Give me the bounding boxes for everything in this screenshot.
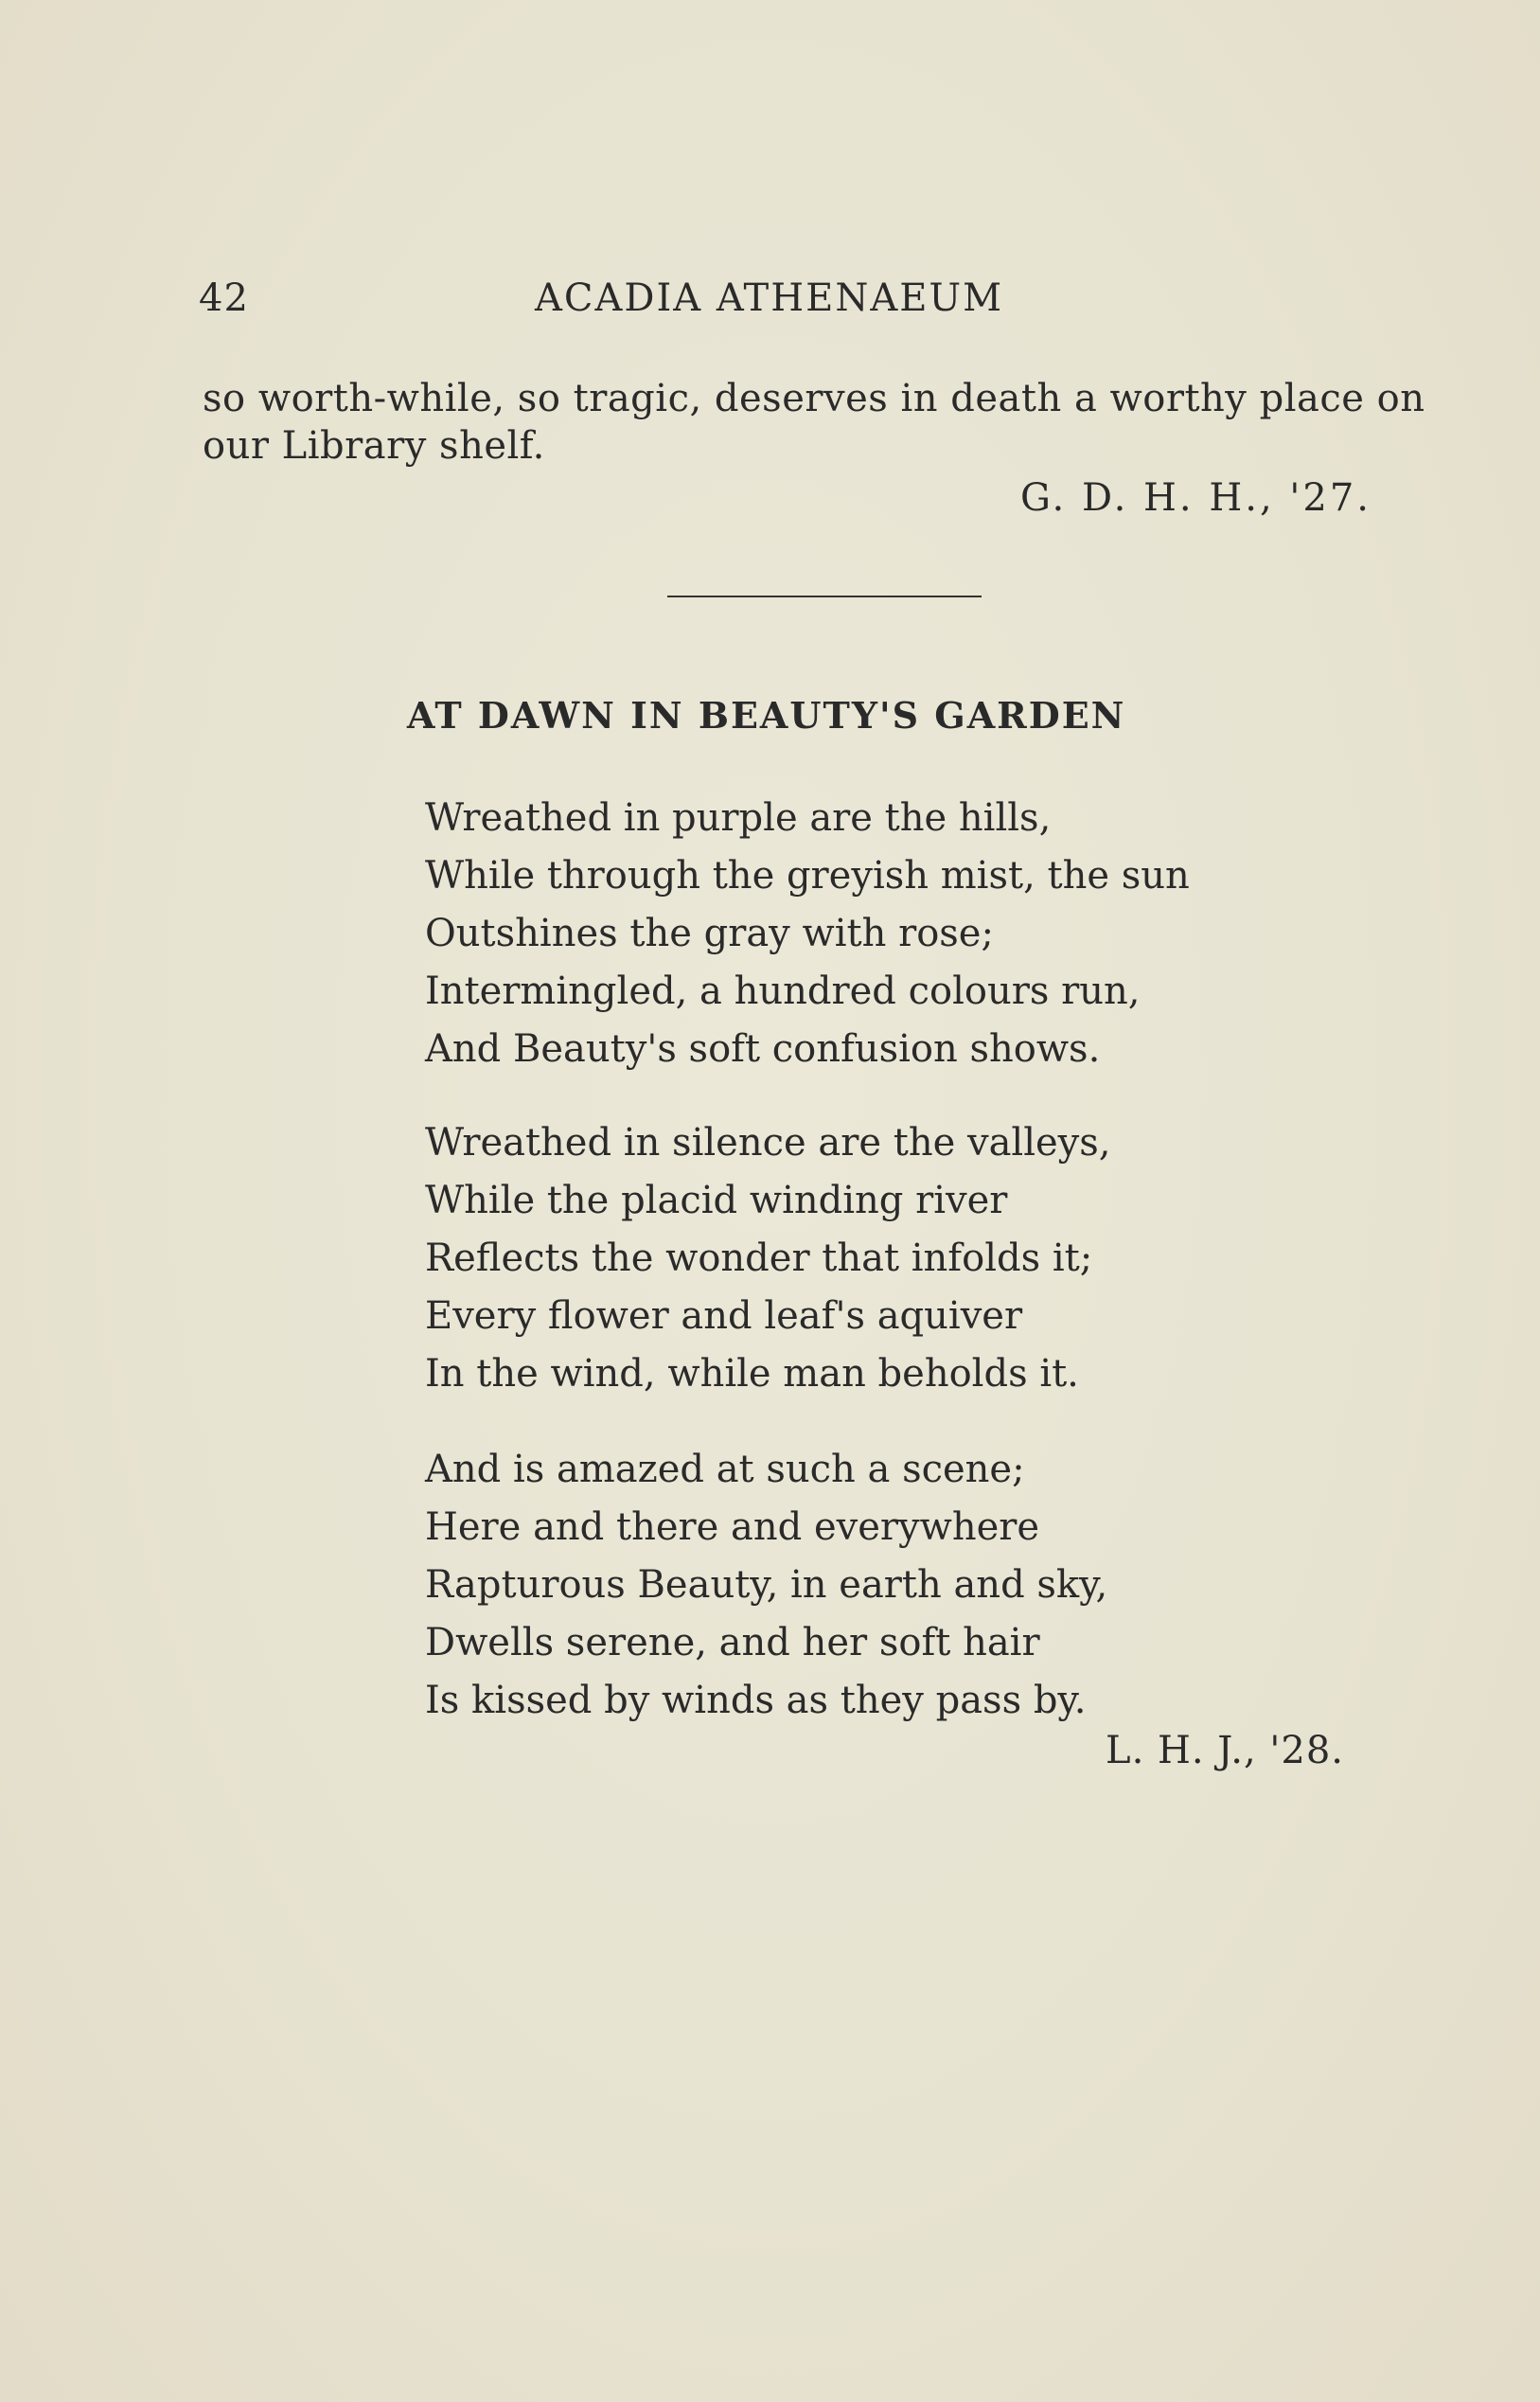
poem-line: Here and there and everywhere (425, 1505, 1040, 1549)
section-divider (667, 596, 982, 597)
poem-stanza (425, 790, 1372, 1078)
poem-line: And Beauty's soft confusion shows. (425, 1027, 1101, 1071)
running-head (199, 276, 1429, 333)
poem-line: Every flower and leaf's aquiver (425, 1294, 1023, 1338)
poem-stanza (425, 1441, 1372, 1730)
poem-line: Outshines the gray with rose; (425, 912, 994, 955)
prose-line: our Library shelf. (203, 424, 545, 468)
poem-line: Wreathed in purple are the hills, (425, 796, 1052, 840)
poem-stanza (425, 1114, 1372, 1403)
poem-line: Rapturous Beauty, in earth and sky, (425, 1563, 1108, 1607)
poem-line: Dwells serene, and her soft hair (425, 1621, 1040, 1664)
poem-line: Wreathed in silence are the valleys, (425, 1121, 1111, 1165)
poem-line: While the placid winding river (425, 1179, 1008, 1222)
journal-title: ACADIA ATHENAEUM (535, 276, 1004, 320)
prose-signature: G. D. H. H., '27. (1020, 476, 1372, 520)
poem-signature: L. H. J., '28. (1106, 1729, 1344, 1772)
prose-line: so worth-while, so tragic, deserves in death a worthy place on (203, 377, 1425, 420)
poem-line: And is amazed at such a scene; (425, 1448, 1025, 1491)
poem-line: Reflects the wonder that infolds it; (425, 1237, 1093, 1280)
page-number: 42 (199, 276, 249, 320)
poem-line: In the wind, while man beholds it. (425, 1352, 1079, 1396)
poem-line: While through the greyish mist, the sun (425, 854, 1190, 898)
prose-paragraph (203, 375, 1433, 470)
poem-title: AT DAWN IN BEAUTY'S GARDEN (407, 694, 1126, 737)
poem-line: Intermingled, a hundred colours run, (425, 970, 1141, 1013)
poem-line: Is kissed by winds as they pass by. (425, 1679, 1087, 1722)
